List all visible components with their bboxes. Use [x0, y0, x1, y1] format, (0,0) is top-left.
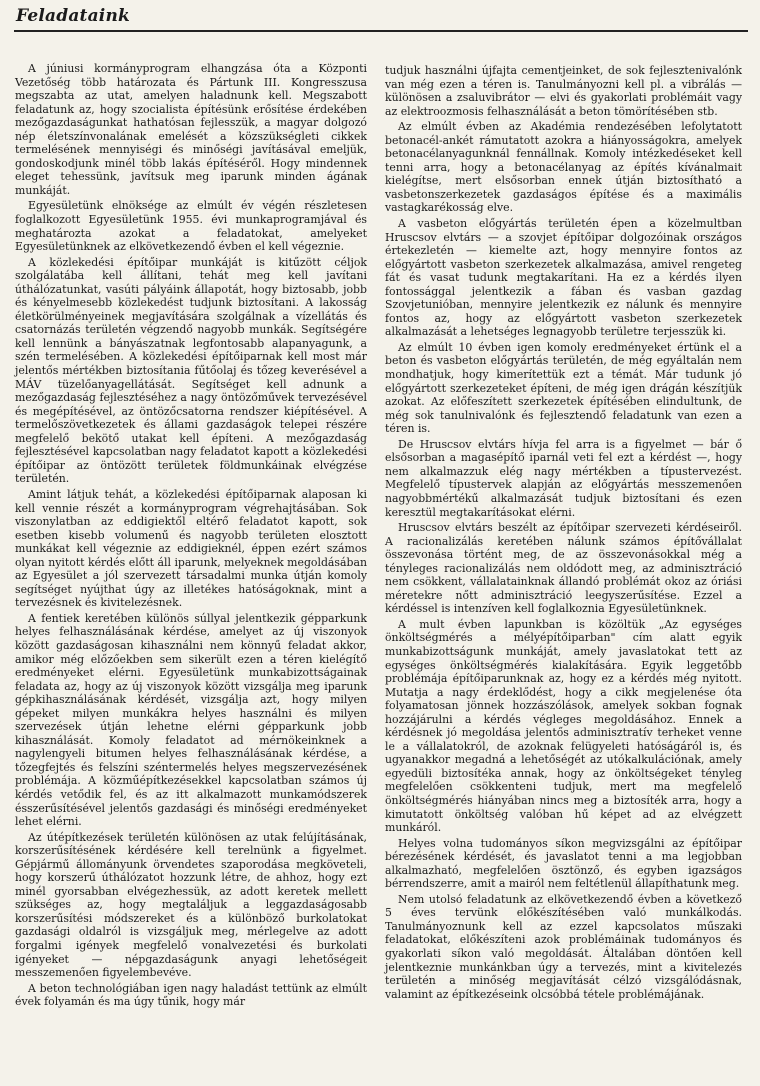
paragraph: Egyesületünk elnöksége az elmúlt év végén részletesen foglalkozott Egyesületünk 1955. évi munkaprogramjával és meghatározta azokat a feladatokat, amelyeket Egyesületünknek az elkövetkezendő évben el kell végeznie. [15, 199, 367, 254]
paragraph: A beton technológiában igen nagy haladást tettünk az elmúlt évek folyamán és ma úgy tűnik, hogy már [15, 981, 367, 1009]
paragraph: A mult évben lapunkban is közöltük „Az egységes önköltségmérés a mélyépítőiparban" cím alatt egyik munkabizottságunk munkáját, amely javaslatokat tett az egységes önköltségmérés kialakítására. Egyik leggetőbb problémája építőiparunknak az, hogy ez a kérdés még nyitott. Mutatja a nagy érdeklődést, hogy a cikk megjelenése óta folyamatosan jönnek hozzászólások, amelyek sokban fognak hozzájárulni a kérdés végleges megoldásához. Ennek a kérdésnek jó megoldása jelentős adminisztratív terheket venne le a vállalatokról, de azoknak felügyeleti hatóságáról is, és ugyanakkor megadná a lehetőségét az utókalkulációnak, amely egyedüli biztosítéka annak, hogy az önköltségeket tényleg megfelelően csökkenteni tudjuk, mert ma megfelelő önköltségmérés hiányában nincs meg a biztosíték arra, hogy a kimutatott önköltség valóban hű képet ad az elvégzett munkáról. [385, 617, 742, 835]
paragraph: A júniusi kormányprogram elhangzása óta a Központi Vezetőség több határozata és Pártunk III. Kongresszusa megszabta az utat, amelyen haladnunk kell. Megszabott feladatunk az, hogy szocialista építésünk erősítése érdekében mezőgazdaságunkat hathatósan fejlesszük, a magyar dolgozó nép életszínvonalának emelését a közszükségleti cikkek termelésének mennyiségi és minőségi javításával emeljük, gondoskodjunk minél több lakás építéséről. Hogy mindennek eleget tehessünk, javítsuk meg iparunk minden ágának munkáját. [15, 62, 367, 197]
paragraph: Az elmúlt évben az Akadémia rendezésében lefolytatott betonacél-ankét rámutatott azokra a hiányosságokra, amelyek betonacélanyagunknál fennállnak. Komoly intézkedéseket kell tenni arra, hogy a betonacélanyag az építés kívánalmait kielégítse, mert elsősorban ennek útján biztosítható a vasbetonszerkezetek gazdaságos építése és a maximális vastagkarékosság elve. [385, 120, 742, 215]
paragraph: De Hruscsov elvtárs hívja fel arra is a figyelmet — bár ő elsősorban a magasépítő iparnál veti fel ezt a kérdést —, hogy nem alkalmazzuk elég nagy mértékben a típustervezést. Megfelelő típustervek alapján az előgyártás messzemenően nagyobbmértékű alkalmazását tudjuk biztosítani és ezen keresztül megtakarításokat elérni. [385, 437, 742, 519]
article-title: Feladataink [16, 6, 130, 26]
paragraph: A fentiek keretében különös súllyal jelentkezik gépparkunk helyes felhasználásának kérdése, amelyet az új viszonyok között gazdaságosan kihasználni nem könnyű feladat akkor, amikor még előzőekben sem sikerült ezen a téren kielégítő eredményeket elérni. Egyesületünk munkabizottságainak feladata az, hogy az új viszonyok között vizsgálja meg iparunk gépkihasználásának kérdését, vizsgálja azt, hogy milyen gépeket milyen munkákra helyes használni és milyen szervezések útján lehetne elérni gépparkunk jobb kihasználását. Komoly feladatot ad mérnökeinknek a nagylengyeli bitumen helyes felhasználásának kérdése, a tőzegfejtés és felszíni széntermelés helyes megszervezésének problémája. A közműépítkezésekkel kapcsolatban számos új kérdés vetődik fel, és az itt alkalmazott munkamódszerek ésszerűsítésével jelentős gazdasági és minőségi eredményeket lehet elérni. [15, 611, 367, 829]
paragraph: tudjuk használni újfajta cementjeinket, de sok fejlesztenivalónk van még ezen a téren is. Tanulmányozni kell pl. a vibrálás — különösen a zsaluvibrátor — elvi és gyakorlati problémáit vagy az elektroozmosis felhasználását a beton tömörítésében stb. [385, 64, 742, 118]
paragraph: A vasbeton előgyártás területén épen a közelmultban Hruscsov elvtárs — a szovjet építőipar dolgozóinak országos értekezletén — kiemelte azt, hogy mennyire fontos az előgyártott vasbeton szerkezetek alkalmazása, amivel rengeteg fát és vasat tudunk megtakarítani. Ha ez a kérdés ilyen fontossággal jelentkezik a fában és vasban gazdag Szovjetunióban, mennyire jelentkezik ez nálunk és mennyire fontos az, hogy az előgyártott vasbeton szerkezetek alkalmazását a lehetséges legnagyobb területre terjesszük ki. [385, 217, 742, 339]
left-column [15, 62, 367, 1011]
right-column [385, 64, 742, 1003]
paragraph: Az útépítkezések területén különösen az utak felújításának, korszerűsítésének kérdésére kell terelnünk a figyelmet. Gépjármű állományunk örvendetes szaporodása megköveteli, hogy korszerű úthálózatot hozzunk létre, de ahhoz, hogy ezt minél gyorsabban elvégezhessük, az adott keretek mellett szükséges az, hogy megtaláljuk a leggazdaságosabb korszerűsítési módszereket és a különböző burkolatokat gazdasági oldalról is vizsgáljuk meg, mérlegelve az adott forgalmi igények megfelelő vonalvezetési és burkolati igényeket — népgazdaságunk anyagi lehetőségeit messzemenően figyelembevéve. [15, 830, 367, 980]
paragraph: Hruscsov elvtárs beszélt az építőipar szervezeti kérdéseiről. A racionalizálás keretében nálunk számos építővállalat összevonása történt meg, de az összevonásokkal még a tényleges racionalizálás nem oldódott meg, az adminisztráció nem csökkent, vállalatainknak állandó problémát okoz az óriási méretekre nőtt adminisztráció leegyszerűsítése. Ezzel a kérdéssel is intenzíven kell foglalkoznia Egyesületünknek. [385, 521, 742, 616]
paragraph: A közlekedési építőipar munkáját is kitűzött céljok szolgálatába kell állítani, tehát meg kell javítani úthálózatunkat, vasúti pályáink állapotát, hogy biztosabb, jobb és kényelmesebb közlekedést tudjunk biztosítani. A lakosság életkörülményeinek megjavítására szolgálnak a vízellátás és csatornázás területén végzendő nagyobb munkák. Segítségére kell lennünk a bányászatnak legfontosabb alapanyagunk, a szén termelésében. A közlekedési építőiparnak kell most már jelentős mértékben biztosítania fűtőolaj és tőzeg keverésével a MÁV tüzelőanyagellátását. Segítséget kell adnunk a mezőgazdaság fejlesztéséhez a nagy öntözőművek tervezésével és megépítésével, az öntözőcsatorna rendszer kiépítésével. A termelőszövetkezetek és állami gazdaságok telepei részére megfelelő bekötő utakat kell építeni. A mezőgazdaság fejlesztésével kapcsolatban nagy feladatot kapott a közlekedési építőipar az öntözött területek földmunkáinak elvégzése területén. [15, 255, 367, 486]
paragraph: Helyes volna tudományos síkon megvizsgálni az építőipar bérezésének kérdését, és javaslatot tenni a ma legjobban alkalmazható, megfelelően ösztönző, és egyben igazságos bérrendszerre, amit a mairól nem feltétlenül állapíthatunk meg. [385, 836, 742, 891]
paragraph: Az elmúlt 10 évben igen komoly eredményeket értünk el a beton és vasbeton előgyártás területén, de még egyáltalán nem mondhatjuk, hogy kimerítettük ezt a témát. Már tudunk jó előgyártott szerkezeteket építeni, de még igen drágán készítjük azokat. Az előfeszített szerkezetek építésében elindultunk, de még sok tanulnivalónk és fejlesztendő feladatunk van ezen a téren is. [385, 340, 742, 436]
paragraph: Nem utolsó feladatunk az elkövetkezendő évben a következő 5 éves tervünk előkészítésében való munkálkodás. Tanulmányoznunk kell az ezzel kapcsolatos műszaki feladatokat, előkészíteni azok problémáinak tudományos és gyakorlati síkon való megoldását. Általában döntően kell jelentkeznie munkánkban úgy a tervezés, mint a kivitelezés területén a minőség megjavítását célzó vizsgálódásnak, valamint az építkezéseink olcsóbbá tétele problémájának. [385, 892, 742, 1001]
paragraph: Amint látjuk tehát, a közlekedési építőiparnak alaposan ki kell vennie részét a kormányprogram végrehajtásában. Sok viszonylatban az eddigiektől eltérő feladatot kapott, sok esetben kisebb volumenű és nagyobb területen elosztott munkákat kell végeznie az eddigieknél, éppen ezért számos olyan nyitott kérdés előtt áll iparunk, melyeknek megoldásában az Egyesület a jól szervezett társadalmi munka útján komoly segítséget nyújthat úgy az illetékes hatóságoknak, mint a tervezésnek és kivitelezésnek. [15, 487, 367, 610]
title-rule [14, 30, 748, 32]
